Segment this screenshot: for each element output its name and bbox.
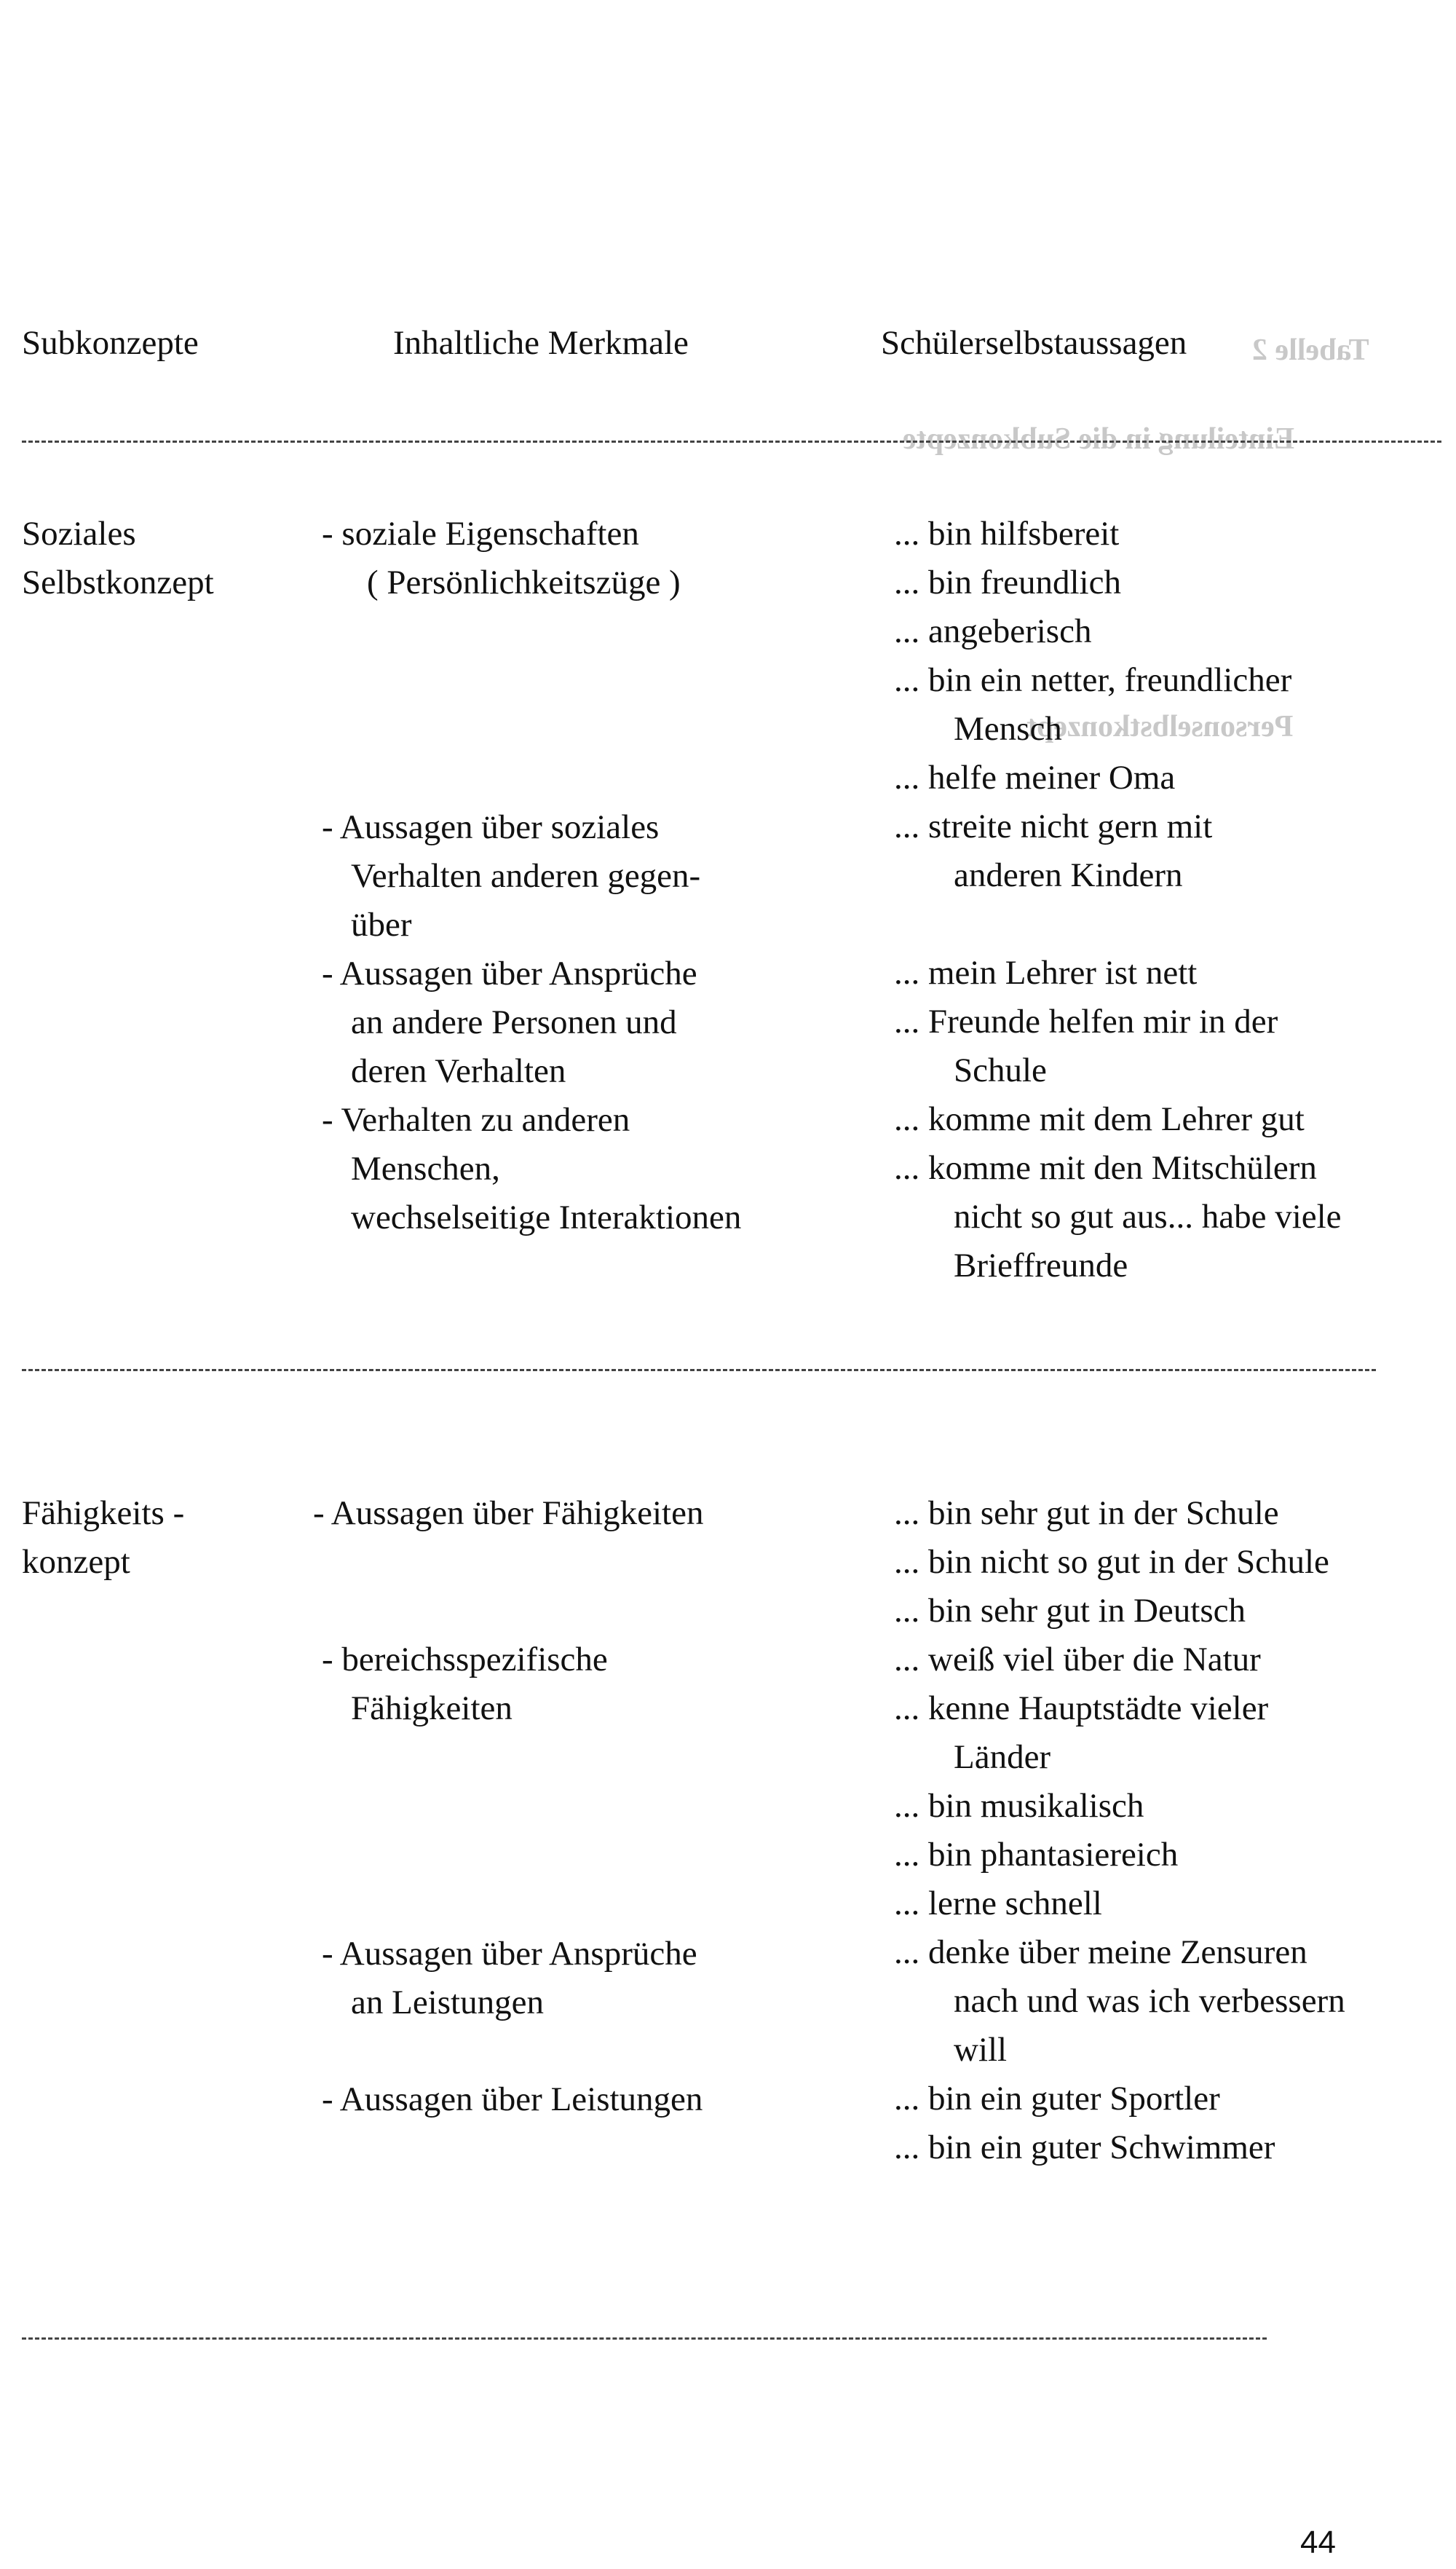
feature-ansprueche-personen: - Aussagen über Ansprüche an andere Personen und deren Verhalten xyxy=(322,955,697,1090)
section-divider-1 xyxy=(22,1369,1376,1371)
subconcept-soziales: Soziales Selbstkonzept xyxy=(22,515,214,601)
feature-soziales-verhalten: - Aussagen über soziales Verhalten anderen gegen- über xyxy=(322,808,701,944)
feature-verhalten-menschen: - Verhalten zu anderen Menschen, wechselseitige Interaktionen xyxy=(322,1101,742,1236)
header-divider xyxy=(22,441,1441,443)
header-inhaltliche-merkmale: Inhaltliche Merkmale xyxy=(393,324,689,362)
feature-ansprueche-leistungen: - Aussagen über Ansprüche an Leistungen xyxy=(322,1935,697,2021)
bleed-through-title: Tabelle 2 xyxy=(1252,334,1369,367)
page-number: 44 xyxy=(1300,2525,1336,2560)
feature-leistungen: - Aussagen über Leistungen xyxy=(322,2080,703,2118)
bleed-through-caption: Einteilung in die Subkonzepte xyxy=(903,422,1294,456)
header-schuelerselbstaussagen: Schülerselbstaussagen xyxy=(881,324,1187,362)
statements-soziales: ... bin hilfsbereit ... bin freundlich ... angeberisch ... bin ein netter, freundlicher Mensch ... helfe meiner Oma ... streite nicht gern mit anderen Kindern ... mein Lehrer ist nett ... Freunde helfen mir in der Schule ... komme mit dem Lehrer gut ... komme mit den Mitschülern nicht so gut aus... habe viele Brieffreunde xyxy=(894,515,1342,1284)
section-divider-2 xyxy=(22,2337,1267,2340)
feature-faehigkeiten: - Aussagen über Fähigkeiten xyxy=(313,1494,704,1532)
subconcept-faehigkeits: Fähigkeits - konzept xyxy=(22,1494,185,1581)
feature-bereichsspezifisch: - bereichsspezifische Fähigkeiten xyxy=(322,1641,608,1727)
feature-soziale-eigenschaften: - soziale Eigenschaften ( Persönlichkeitszüge ) xyxy=(322,515,681,601)
bleed-through-row: Personselbstkonzept xyxy=(1026,710,1294,743)
header-subkonzepte: Subkonzepte xyxy=(22,324,199,362)
statements-faehigkeits: ... bin sehr gut in der Schule ... bin nicht so gut in der Schule ... bin sehr gut in Deutsch ... weiß viel über die Natur ... kenne Hauptstädte vieler Länder ... bin musikalisch ... bin phantasiereich ... lerne schnell ... denke über meine Zensuren nach und was ich verbessern will ... bin ein guter Sportler ... bin ein guter Schwimmer xyxy=(894,1494,1345,2166)
